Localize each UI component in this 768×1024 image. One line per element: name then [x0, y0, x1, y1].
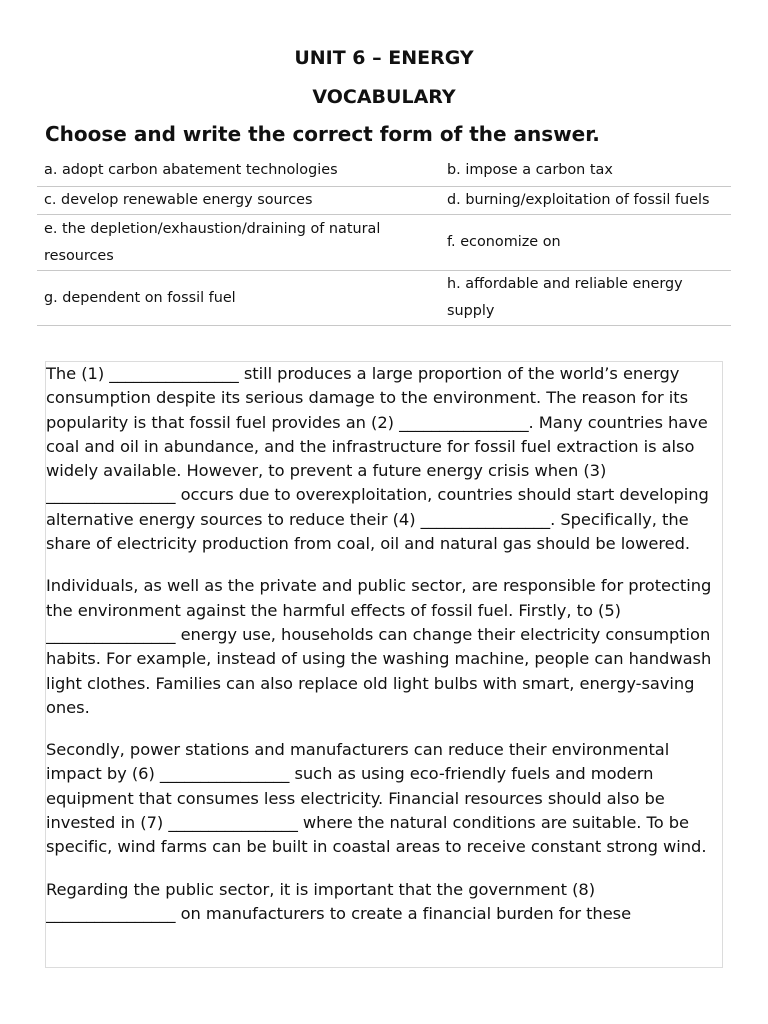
- options-row: [37, 215, 731, 271]
- options-row: [37, 155, 731, 187]
- options-table: [37, 155, 731, 326]
- instruction-text: Choose and write the correct form of the answer.: [45, 122, 600, 146]
- reading-passage: [45, 361, 723, 968]
- passage-paragraph-2: Individuals, as well as the private and public sector, are responsible for protecting the environment against the harmful effects of fossil fuel. Firstly, to (5) ________________ energy use, households can change their electricity consumption habits. For example, instead of using the washing machine, people can handwash light clothes. Families can also replace old light bulbs with smart, energy-saving ones.: [46, 576, 712, 717]
- option-b: b. impose a carbon tax: [440, 155, 731, 187]
- passage-paragraph-1: The (1) ________________ still produces a large proportion of the world’s energy consumption despite its serious damage to the environment. The reason for its popularity is that fossil fuel provides an (2) ________________. Many countries have coal and oil in abundance, and the infrastructure for fossil fuel extraction is also widely available. However, to prevent a future energy crisis when (3) ________________ occurs due to overexploitation, countries should start developing alternative energy sources to reduce their (4) ________________. Specifically, the share of electricity production from coal, oil and natural gas should be lowered.: [46, 364, 709, 554]
- section-title: VOCABULARY: [312, 86, 456, 108]
- option-f: f. economize on: [440, 215, 731, 271]
- option-d: d. burning/exploitation of fossil fuels: [440, 187, 731, 215]
- options-row: [37, 271, 731, 326]
- option-g: g. dependent on fossil fuel: [37, 271, 440, 326]
- option-a: a. adopt carbon abatement technologies: [37, 155, 440, 187]
- options-row: [37, 187, 731, 215]
- option-e: e. the depletion/exhaustion/draining of natural resources: [37, 215, 440, 271]
- option-c: c. develop renewable energy sources: [37, 187, 440, 215]
- passage-paragraph-4: Regarding the public sector, it is important that the government (8) ________________ on manufacturers to create a financial burden for these: [46, 879, 632, 923]
- unit-title: UNIT 6 – ENERGY: [294, 47, 474, 69]
- option-h: h. affordable and reliable energy supply: [440, 271, 731, 326]
- passage-paragraph-3: Secondly, power stations and manufacturers can reduce their environmental impact by (6) ________________ such as using eco-friendly fuels and modern equipment that consumes less electricity. Financial resources should also be invested in (7) ________________ where the natural conditions are suitable. To be specific, wind farms can be built in coastal areas to receive constant strong wind.: [46, 740, 707, 857]
